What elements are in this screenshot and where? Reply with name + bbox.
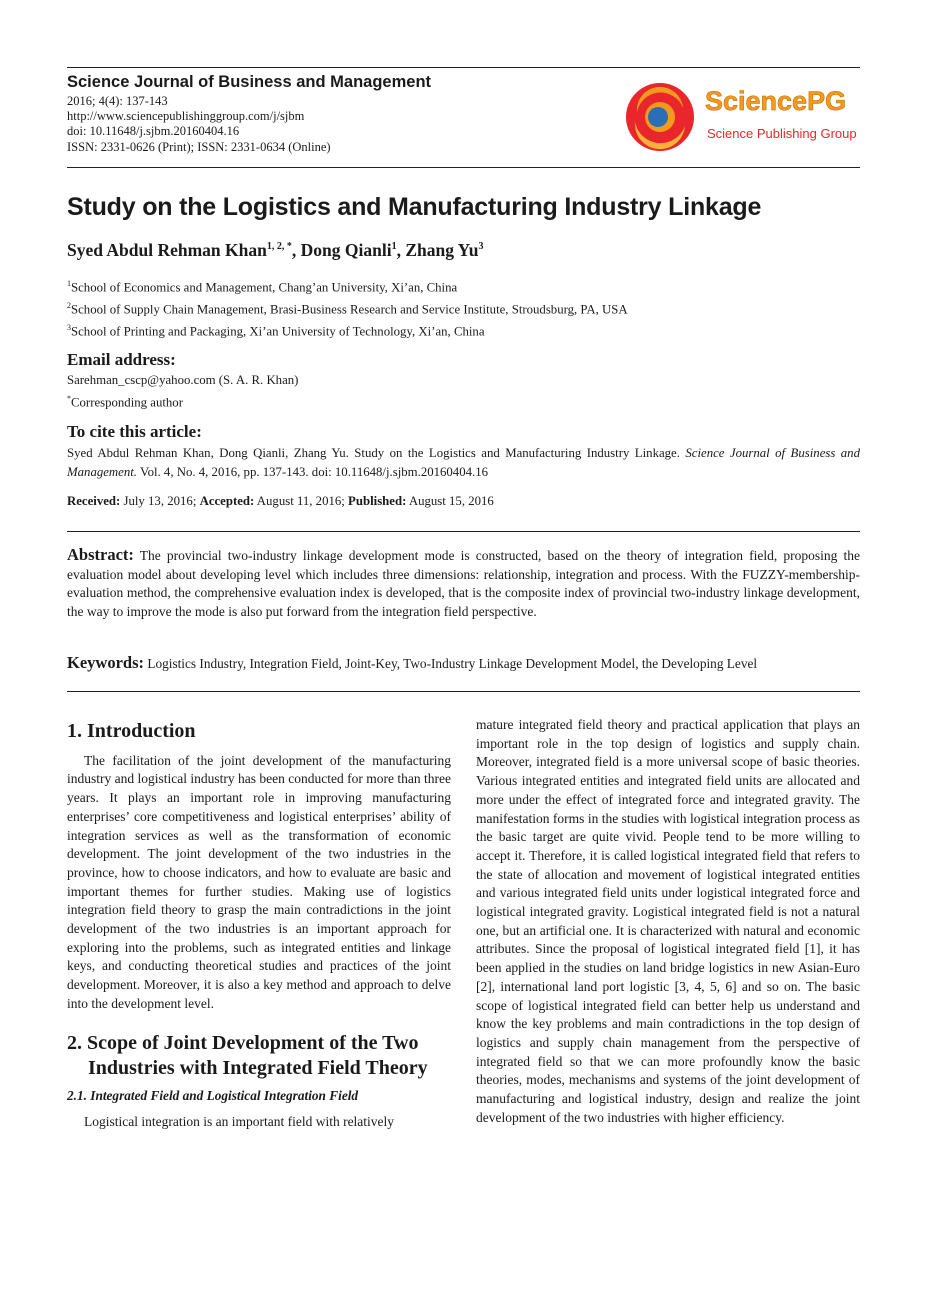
author-list: Syed Abdul Rehman Khan$^{1, 2, *}$, Dong Qianli$^1$, Zhang Yu$^3$ [67,240,484,260]
affiliation: $^3$School of Printing and Packaging, Xi’an University of Technology, Xi’an, China [67,323,485,339]
author-name: Dong Qianli [300,240,392,260]
affiliation: $^1$School of Economics and Management, Chang’an University, Xi’an, China [67,279,458,295]
cite-heading: To cite this article: [67,422,202,441]
journal-url[interactable]: http://www.sciencepublishinggroup.com/j/sjbm [67,109,305,123]
abstract: Abstract: The provincial two-industry linkage development mode is constructed, based on the theory of integration field, proposing the evaluation model about developing level which includes three dimensions: relationship, integration and process. With the FUZZY-membership-evaluation method, the comprehensive evaluation index is developed, that is the composite index of provincial two-industry linkage development, the way to improve the mode is also put forward from the integration field perspective. [67,545,860,619]
header-bottom-rule [67,167,860,168]
right-column-paragraph: mature integrated field theory and practical application that plays an important role in the top design of logistics and supply chain. Moreover, integrated field is a more universal scope of basic theories. Various integrated entities and integrated field units are allocated and more under the effect of integrated force and integrated gravity. The manifestation forms in the studies with logistical integration process as the basic target are quite vivid. People tend to be more willing to accept it. Therefore, it is called logistical integrated field that refers to the state of allocation and movement of logistical integrated entities and various integrated field units under logistical integrated force and logistical integrated gravity. Logistical integrated field is not a natural one, but an artificial one. It is characterized with natural and economic attributes. Since the proposal of logistical integrated field [1], it has been applied in the studies on land bridge logistics in new Asian-Euro [2], international land port logistic [3, 4, 5, 6] and so on. The basic scope of logistical integrated field can better help us understand and know the key problems and main contradictions in the top design of logistics and supply chain management from the perspective of integrated field so that we can more profoundly know the basic theories, modes, mechanisms and systems of the joint development of manufacturing and logistical industry, design and realize the joint development of the two industries with higher efficiency. [476,717,860,1125]
section-2-heading: 2. Scope of Joint Development of the Two Industries with Integrated Field Theory [67,1031,428,1079]
paper-title: Study on the Logistics and Manufacturing Industry Linkage [67,193,762,221]
logo-name: SciencePG [705,86,847,116]
email-address[interactable]: Sarehman_cscp@yahoo.com (S. A. R. Khan) [67,373,299,387]
author-name: Syed Abdul Rehman Khan [67,240,267,260]
citation: Syed Abdul Rehman Khan, Dong Qianli, Zhang Yu. Study on the Logistics and Manufacturing Industry Linkage. Science Journal of Business and Management. Vol. 4, No. 4, 2016, pp. 137-143. doi: 10.11648/j.sjbm.20160404.16 [67,446,860,479]
email-heading: Email address: [67,350,176,369]
journal-issue: 2016; 4(4): 137-143 [67,94,168,108]
keywords: Keywords: Logistics Industry, Integration Field, Joint-Key, Two-Industry Linkage Development Model, the Developing Level [67,653,758,672]
sciencepg-logo [625,82,865,152]
author-sup: 1 [391,241,397,253]
author-sup: 1, 2, * [266,241,292,253]
section-1-paragraph: The facilitation of the joint development of the manufacturing industry and logistical industry has been conducted for more than three years. It plays an important role in improving manufacturing enterprises’ core competitiveness and logistical enterprises’ ability of integration services as well as the transformation of economic development. The joint development of the two industries in the province, how to choose indicators, and how to evaluate are basic and important themes for further studies. Making use of logistics integration field theory to grasp the main contradictions in the joint development of the two industries is an important approach for exploring into the problems, such as integrated entities and linkage keys, and conducting theoretical studies and practices of the joint development. Moreover, it is also a key method and approach to delve into the development level. [67,752,451,1011]
sciencepg-logo-mark-icon [625,82,865,152]
journal-issn: ISSN: 2331-0626 (Print); ISSN: 2331-0634 (Online) [67,140,331,154]
affiliation: $^2$School of Supply Chain Management, Brasi-Business Research and Service Institute, Stroudsburg, PA, USA [67,301,628,317]
left-column [67,722,451,1132]
publication-dates: Received: July 13, 2016; Accepted: August 11, 2016; Published: August 15, 2016 [67,494,494,508]
section-2-1-paragraph: Logistical integration is an important field with relatively [84,1114,395,1130]
abstract-bottom-rule [67,691,860,692]
journal-doi: doi: 10.11648/j.sjbm.20160404.16 [67,124,240,138]
section-2-1-heading: 2.1. Integrated Field and Logistical Integration Field [67,1087,359,1103]
journal-title: Science Journal of Business and Management [67,73,432,91]
section-1-heading: 1. Introduction [67,720,196,742]
author-name: Zhang Yu [405,240,479,260]
author-sup: 3 [478,241,484,253]
corresponding-note: *Corresponding author [67,394,183,410]
right-column [476,716,860,1127]
header-top-rule [67,67,860,68]
logo-tagline: Science Publishing Group [707,126,857,141]
abstract-top-rule [67,531,860,532]
